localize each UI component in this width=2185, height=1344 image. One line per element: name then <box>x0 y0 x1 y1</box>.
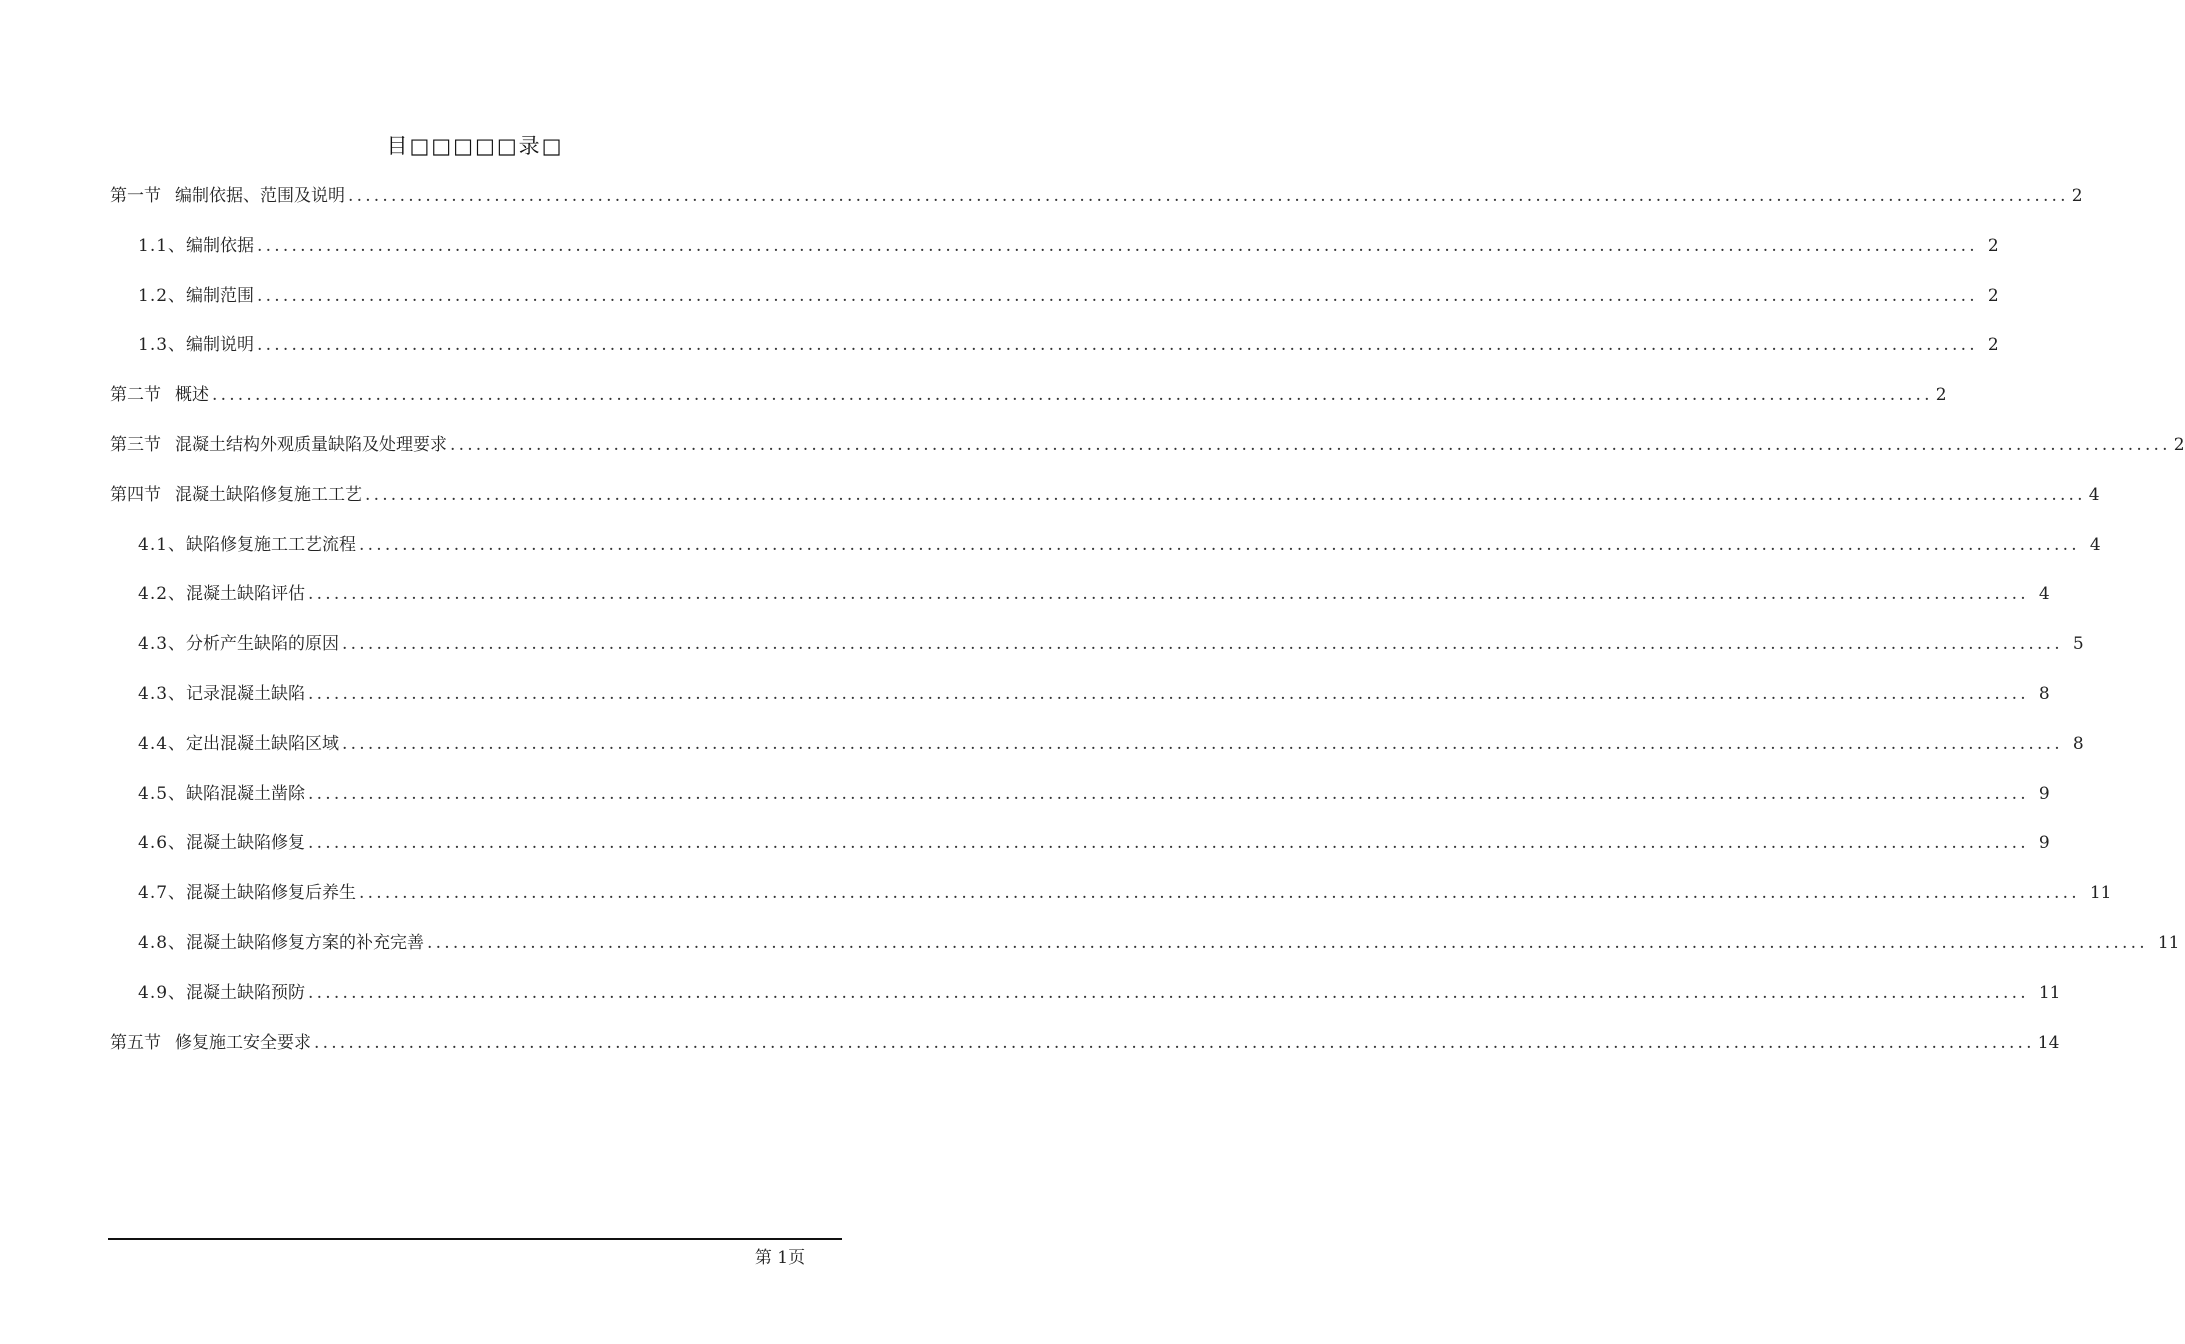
toc-dot-leader: ........................................................................................................................................................................................................ <box>450 434 2171 455</box>
toc-entry-number: 1.2、 <box>138 285 187 306</box>
toc-entry-label: 编制依据、范围及说明 <box>175 186 345 206</box>
toc-entry-number: 第四节 <box>110 484 161 505</box>
toc-entry[interactable] <box>110 831 2050 881</box>
toc-entry[interactable] <box>110 284 1999 334</box>
toc-entry-page: 4 <box>2088 484 2100 505</box>
toc-entry-page: 9 <box>2038 833 2050 854</box>
toc-entry-page: 2 <box>2071 186 2083 206</box>
toc-entry-label: 混凝土缺陷修复 <box>186 833 306 854</box>
toc-entry-number: 4.3、 <box>138 634 187 655</box>
toc-entry-label: 混凝土缺陷修复施工工艺 <box>175 484 362 505</box>
toc-entry-page: 2 <box>1935 385 1947 406</box>
toc-entry-page: 11 <box>2089 883 2112 904</box>
toc-entry-number: 第五节 <box>110 1032 161 1053</box>
toc-entry-number: 4.9、 <box>138 982 187 1003</box>
toc-dot-leader: ........................................................................................................................................................................................................ <box>348 186 2069 206</box>
toc-dot-leader: ........................................................................................................................................................................................................ <box>427 932 2148 953</box>
toc-entry-number: 第一节 <box>110 186 161 206</box>
toc-entry[interactable] <box>110 782 2050 832</box>
toc-dot-leader: ........................................................................................................................................................................................................ <box>212 385 1933 406</box>
toc-dot-leader: ........................................................................................................................................................................................................ <box>257 235 1978 256</box>
toc-entry-number: 4.5、 <box>138 783 187 804</box>
toc-entry-label: 缺陷修复施工工艺流程 <box>186 534 357 555</box>
toc-entry[interactable] <box>110 881 2112 931</box>
toc-entry-label: 分析产生缺陷的原因 <box>186 634 340 655</box>
toc-dot-leader: ........................................................................................................................................................................................................ <box>308 783 2029 804</box>
toc-entry[interactable] <box>110 981 2061 1031</box>
toc-entry-page: 4 <box>2038 584 2050 605</box>
toc-entry-number: 4.8、 <box>138 932 187 953</box>
toc-entry[interactable] <box>110 483 2100 533</box>
footer-divider <box>108 1238 842 1240</box>
toc-dot-leader: ........................................................................................................................................................................................................ <box>257 285 1978 306</box>
toc-dot-leader: ........................................................................................................................................................................................................ <box>342 634 2063 655</box>
toc-entry-page: 9 <box>2038 783 2050 804</box>
toc-entry-page: 2 <box>2173 434 2185 455</box>
toc-entry[interactable] <box>110 732 2084 782</box>
toc-entry-page: 2 <box>1987 335 1999 356</box>
toc-dot-leader: ........................................................................................................................................................................................................ <box>308 683 2029 704</box>
toc-entry-page: 14 <box>2037 1032 2060 1053</box>
toc-dot-leader: ........................................................................................................................................................................................................ <box>359 534 2080 555</box>
toc-dot-leader: ........................................................................................................................................................................................................ <box>342 733 2063 754</box>
toc-entry-number: 1.1、 <box>138 235 187 256</box>
toc-entry-label: 编制说明 <box>186 335 255 356</box>
toc-entry-number: 1.3、 <box>138 335 187 356</box>
toc-entry-page: 11 <box>2157 932 2180 953</box>
toc-dot-leader: ........................................................................................................................................................................................................ <box>308 584 2029 605</box>
toc-entry-number: 第三节 <box>110 434 161 455</box>
toc-entry-page: 8 <box>2038 683 2050 704</box>
toc-entry-page: 8 <box>2072 733 2084 754</box>
toc-entry-label: 编制依据 <box>186 235 255 256</box>
toc-entry-number: 第二节 <box>110 385 161 406</box>
toc-entry[interactable] <box>110 383 1947 433</box>
toc-entry-label: 修复施工安全要求 <box>175 1032 311 1053</box>
toc-entry[interactable] <box>110 184 2083 234</box>
toc-title: 目□□□□□录□ <box>386 134 564 158</box>
toc-entry[interactable] <box>110 632 2084 682</box>
toc-entry-page: 5 <box>2072 634 2084 655</box>
toc-entry-label: 编制范围 <box>186 285 255 306</box>
toc-entry-label: 混凝土缺陷预防 <box>186 982 306 1003</box>
toc-entry[interactable] <box>110 433 2185 483</box>
toc-entry-label: 定出混凝土缺陷区域 <box>186 733 340 754</box>
toc-entry-number: 4.1、 <box>138 534 187 555</box>
toc-entry[interactable] <box>110 582 2050 632</box>
toc-dot-leader: ........................................................................................................................................................................................................ <box>365 484 2086 505</box>
toc-entry-page: 4 <box>2089 534 2101 555</box>
toc-entry[interactable] <box>110 931 2180 981</box>
toc-entry-label: 混凝土缺陷评估 <box>186 584 306 605</box>
toc-entry-label: 缺陷混凝土凿除 <box>186 783 306 804</box>
toc-entry-number: 4.4、 <box>138 733 187 754</box>
table-of-contents <box>110 184 2185 1080</box>
toc-entry-number: 4.6、 <box>138 833 187 854</box>
toc-dot-leader: ........................................................................................................................................................................................................ <box>314 1032 2035 1053</box>
toc-entry[interactable] <box>110 682 2050 732</box>
toc-entry[interactable] <box>110 1031 2060 1081</box>
toc-entry-page: 11 <box>2038 982 2061 1003</box>
toc-entry-number: 4.2、 <box>138 584 187 605</box>
toc-dot-leader: ........................................................................................................................................................................................................ <box>359 883 2080 904</box>
toc-entry[interactable] <box>110 234 1999 284</box>
toc-entry[interactable] <box>110 333 1999 383</box>
toc-entry-number: 4.7、 <box>138 883 187 904</box>
toc-dot-leader: ........................................................................................................................................................................................................ <box>308 982 2029 1003</box>
toc-dot-leader: ........................................................................................................................................................................................................ <box>257 335 1978 356</box>
toc-entry-label: 记录混凝土缺陷 <box>186 683 306 704</box>
toc-entry-label: 概述 <box>175 385 209 406</box>
toc-entry-label: 混凝土缺陷修复后养生 <box>186 883 357 904</box>
footer-page-number: 第 1页 <box>754 1248 806 1268</box>
toc-entry-page: 2 <box>1987 285 1999 306</box>
toc-entry-number: 4.3、 <box>138 683 187 704</box>
toc-entry-label: 混凝土缺陷修复方案的补充完善 <box>186 932 425 953</box>
toc-entry-label: 混凝土结构外观质量缺陷及处理要求 <box>175 434 447 455</box>
toc-dot-leader: ........................................................................................................................................................................................................ <box>308 833 2029 854</box>
toc-entry-page: 2 <box>1987 235 1999 256</box>
toc-entry[interactable] <box>110 533 2101 583</box>
